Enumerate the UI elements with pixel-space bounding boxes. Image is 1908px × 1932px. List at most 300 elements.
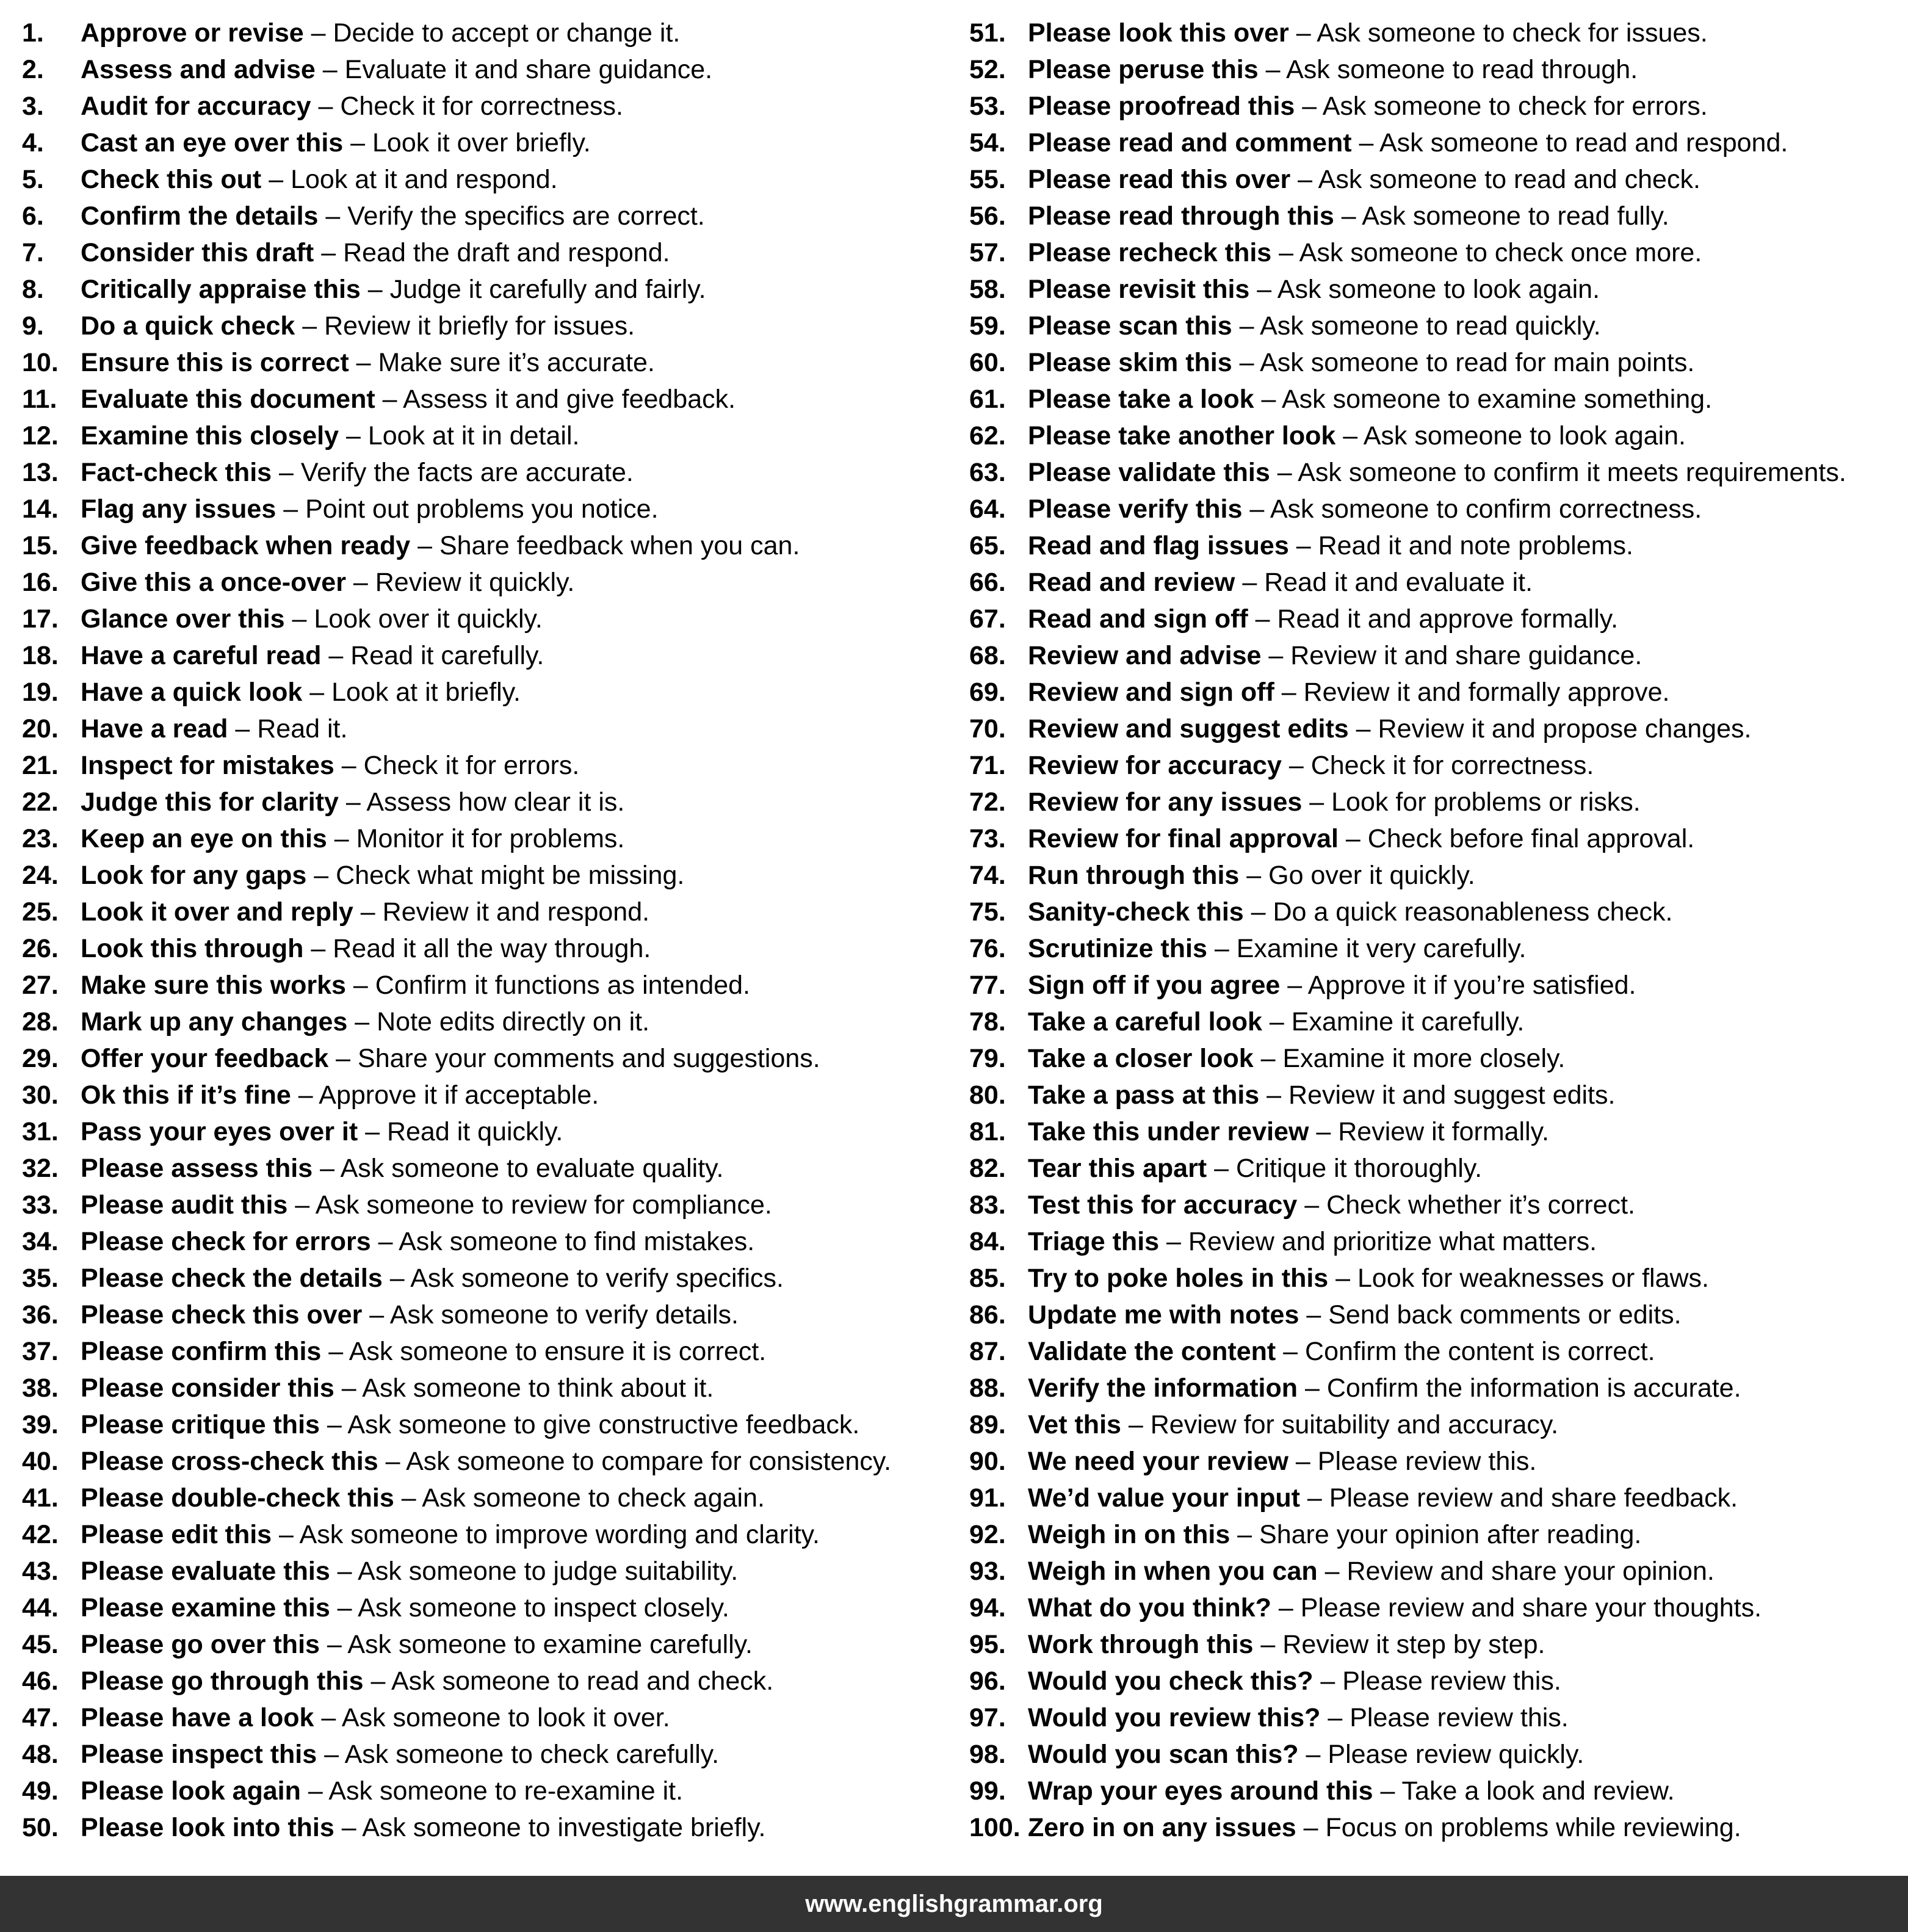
item-number: 22. xyxy=(22,787,59,817)
item-phrase: Please assess this xyxy=(81,1154,313,1183)
item-description: Look over it quickly. xyxy=(314,604,543,634)
item-text: Please proofread this – Ask someone to check for errors. xyxy=(1028,92,1708,121)
item-description: Read it quickly. xyxy=(386,1117,563,1146)
item-phrase: Tear this apart xyxy=(1028,1154,1207,1183)
item-text: Judge this for clarity – Assess how clear it is. xyxy=(81,787,625,817)
item-phrase: Please critique this xyxy=(81,1410,320,1439)
item-number: 34. xyxy=(22,1227,59,1256)
list-item xyxy=(969,454,1903,491)
list-item xyxy=(22,747,956,784)
item-text: Triage this – Review and prioritize what matters. xyxy=(1028,1227,1597,1256)
item-number: 86. xyxy=(969,1300,1006,1330)
item-number: 95. xyxy=(969,1630,1006,1659)
list-item xyxy=(22,1590,956,1626)
item-description: Please review this. xyxy=(1342,1666,1561,1696)
item-description: Ask someone to read and respond. xyxy=(1379,128,1788,157)
item-number: 50. xyxy=(22,1813,59,1842)
item-text: Offer your feedback – Share your comments and suggestions. xyxy=(81,1044,820,1073)
item-text: Weigh in on this – Share your opinion after reading. xyxy=(1028,1520,1642,1549)
item-text: Cast an eye over this – Look it over briefly. xyxy=(81,128,591,157)
item-number: 85. xyxy=(969,1264,1006,1293)
item-phrase: Please confirm this xyxy=(81,1337,322,1366)
item-text: Please take another look – Ask someone to look again. xyxy=(1028,421,1686,450)
item-number: 48. xyxy=(22,1740,59,1769)
item-description: Ask someone to give constructive feedback. xyxy=(347,1410,860,1439)
item-description: Please review and share feedback. xyxy=(1329,1483,1738,1513)
item-description: Ask someone to re-examine it. xyxy=(328,1776,684,1806)
item-text: Validate the content – Confirm the content is correct. xyxy=(1028,1337,1655,1366)
item-description: Send back comments or edits. xyxy=(1328,1300,1682,1330)
item-phrase: Evaluate this document xyxy=(81,385,375,414)
item-text: Please audit this – Ask someone to review for compliance. xyxy=(81,1190,772,1220)
list-item xyxy=(969,15,1903,51)
item-description: Ask someone to examine something. xyxy=(1281,385,1713,414)
item-description: Review it and suggest edits. xyxy=(1288,1080,1616,1110)
item-phrase: Please look into this xyxy=(81,1813,334,1842)
item-number: 93. xyxy=(969,1557,1006,1586)
item-number: 31. xyxy=(22,1117,59,1146)
item-text: Take this under review – Review it formally. xyxy=(1028,1117,1549,1146)
item-description: Check what might be missing. xyxy=(336,861,685,890)
list-item xyxy=(969,1809,1903,1846)
item-text: Glance over this – Look over it quickly. xyxy=(81,604,543,634)
item-description: Review it and propose changes. xyxy=(1378,714,1752,743)
item-number: 6. xyxy=(22,201,44,231)
list-item xyxy=(22,491,956,527)
item-phrase: Audit for accuracy xyxy=(81,92,311,121)
item-description: Critique it thoroughly. xyxy=(1235,1154,1483,1183)
item-number: 38. xyxy=(22,1373,59,1403)
item-description: Ask someone to review for compliance. xyxy=(315,1190,772,1220)
item-description: Assess how clear it is. xyxy=(366,787,625,817)
item-phrase: Please check the details xyxy=(81,1264,383,1293)
item-phrase: Please examine this xyxy=(81,1593,330,1623)
item-text: Weigh in when you can – Review and share your opinion. xyxy=(1028,1557,1715,1586)
item-text: Zero in on any issues – Focus on problems while reviewing. xyxy=(1028,1813,1741,1842)
item-description: Share your comments and suggestions. xyxy=(358,1044,820,1073)
item-description: Ask someone to confirm correctness. xyxy=(1270,494,1702,524)
item-description: Review and prioritize what matters. xyxy=(1188,1227,1597,1256)
item-phrase: Please audit this xyxy=(81,1190,288,1220)
list-item xyxy=(969,784,1903,820)
item-number: 25. xyxy=(22,897,59,927)
item-number: 47. xyxy=(22,1703,59,1732)
item-text: Test this for accuracy – Check whether it’s correct. xyxy=(1028,1190,1635,1220)
list-item xyxy=(969,1699,1903,1736)
item-description: Examine it very carefully. xyxy=(1236,934,1527,963)
item-text: We’d value your input – Please review and share feedback. xyxy=(1028,1483,1738,1513)
item-number: 65. xyxy=(969,531,1006,560)
item-phrase: Do a quick check xyxy=(81,311,295,341)
item-text: Please verify this – Ask someone to confirm correctness. xyxy=(1028,494,1702,524)
item-number: 32. xyxy=(22,1154,59,1183)
list-item xyxy=(969,1663,1903,1699)
item-text: Please look into this – Ask someone to investigate briefly. xyxy=(81,1813,766,1842)
item-phrase: Update me with notes xyxy=(1028,1300,1299,1330)
item-description: Ask someone to read and check. xyxy=(391,1666,774,1696)
item-number: 37. xyxy=(22,1337,59,1366)
item-text: Please check this over – Ask someone to verify details. xyxy=(81,1300,739,1330)
item-phrase: Please skim this xyxy=(1028,348,1232,377)
list-item xyxy=(969,967,1903,1004)
item-description: Share feedback when you can. xyxy=(439,531,800,560)
item-number: 13. xyxy=(22,458,59,487)
item-phrase: Please double-check this xyxy=(81,1483,394,1513)
item-text: Wrap your eyes around this – Take a look and review. xyxy=(1028,1776,1675,1806)
item-phrase: Please peruse this xyxy=(1028,55,1259,84)
item-phrase: Fact-check this xyxy=(81,458,272,487)
item-text: Consider this draft – Read the draft and respond. xyxy=(81,238,670,267)
item-text: Have a quick look – Look at it briefly. xyxy=(81,678,521,707)
item-text: Please recheck this – Ask someone to check once more. xyxy=(1028,238,1702,267)
item-description: Take a look and review. xyxy=(1401,1776,1675,1806)
item-text: Verify the information – Confirm the information is accurate. xyxy=(1028,1373,1741,1403)
item-number: 82. xyxy=(969,1154,1006,1183)
item-description: Ask someone to check for issues. xyxy=(1317,18,1708,48)
item-phrase: Look for any gaps xyxy=(81,861,307,890)
item-text: Keep an eye on this – Monitor it for problems. xyxy=(81,824,625,853)
item-phrase: Please look this over xyxy=(1028,18,1289,48)
item-text: Please take a look – Ask someone to examine something. xyxy=(1028,385,1713,414)
list-item xyxy=(969,1223,1903,1260)
item-number: 78. xyxy=(969,1007,1006,1037)
list-item xyxy=(22,125,956,161)
item-phrase: Read and flag issues xyxy=(1028,531,1289,560)
item-description: Ask someone to read and check. xyxy=(1318,165,1700,194)
item-description: Review it and share guidance. xyxy=(1290,641,1642,670)
item-phrase: Have a read xyxy=(81,714,228,743)
list-item xyxy=(969,1480,1903,1516)
item-description: Confirm it functions as intended. xyxy=(375,971,751,1000)
list-item xyxy=(969,894,1903,930)
item-phrase: Take this under review xyxy=(1028,1117,1309,1146)
item-number: 94. xyxy=(969,1593,1006,1623)
item-number: 36. xyxy=(22,1300,59,1330)
item-phrase: Triage this xyxy=(1028,1227,1160,1256)
item-number: 49. xyxy=(22,1776,59,1806)
item-text: Would you check this? – Please review this. xyxy=(1028,1666,1561,1696)
item-phrase: Inspect for mistakes xyxy=(81,751,334,780)
item-description: Read it all the way through. xyxy=(333,934,651,963)
list-item xyxy=(969,564,1903,601)
list-item xyxy=(969,198,1903,234)
item-phrase: Review for final approval xyxy=(1028,824,1339,853)
item-number: 23. xyxy=(22,824,59,853)
item-number: 64. xyxy=(969,494,1006,524)
list-item xyxy=(22,820,956,857)
item-description: Please review this. xyxy=(1350,1703,1569,1732)
list-item xyxy=(969,491,1903,527)
item-number: 79. xyxy=(969,1044,1006,1073)
item-phrase: Assess and advise xyxy=(81,55,316,84)
list-item xyxy=(969,1150,1903,1187)
list-item xyxy=(22,711,956,747)
item-phrase: Examine this closely xyxy=(81,421,339,450)
item-phrase: Give this a once-over xyxy=(81,568,346,597)
item-text: Read and flag issues – Read it and note problems. xyxy=(1028,531,1633,560)
item-description: Review it quickly. xyxy=(375,568,575,597)
item-description: Ask someone to check for errors. xyxy=(1322,92,1708,121)
item-number: 90. xyxy=(969,1447,1006,1476)
item-number: 3. xyxy=(22,92,44,121)
item-phrase: Mark up any changes xyxy=(81,1007,348,1037)
item-phrase: Review and suggest edits xyxy=(1028,714,1349,743)
list-item xyxy=(22,381,956,418)
item-number: 63. xyxy=(969,458,1006,487)
item-text: Audit for accuracy – Check it for correctness. xyxy=(81,92,623,121)
item-number: 39. xyxy=(22,1410,59,1439)
list-item xyxy=(22,894,956,930)
list-item xyxy=(969,308,1903,344)
item-phrase: Ensure this is correct xyxy=(81,348,349,377)
list-item xyxy=(22,1663,956,1699)
item-text: Review for any issues – Look for problems or risks. xyxy=(1028,787,1641,817)
item-phrase: Please check for errors xyxy=(81,1227,371,1256)
right-column xyxy=(969,15,1903,1846)
item-number: 59. xyxy=(969,311,1006,341)
list-item xyxy=(22,1699,956,1736)
item-number: 16. xyxy=(22,568,59,597)
item-description: Assess it and give feedback. xyxy=(403,385,736,414)
item-phrase: Keep an eye on this xyxy=(81,824,327,853)
item-number: 43. xyxy=(22,1557,59,1586)
list-item xyxy=(969,51,1903,88)
item-text: Read and review – Read it and evaluate it. xyxy=(1028,568,1533,597)
item-text: Please double-check this – Ask someone to check again. xyxy=(81,1483,765,1513)
item-phrase: Read and sign off xyxy=(1028,604,1248,634)
item-description: Share your opinion after reading. xyxy=(1259,1520,1642,1549)
item-number: 40. xyxy=(22,1447,59,1476)
item-number: 35. xyxy=(22,1264,59,1293)
item-phrase: Weigh in when you can xyxy=(1028,1557,1318,1586)
item-phrase: Take a careful look xyxy=(1028,1007,1262,1037)
item-phrase: Sanity-check this xyxy=(1028,897,1244,927)
list-item xyxy=(969,1590,1903,1626)
item-description: Confirm the content is correct. xyxy=(1305,1337,1655,1366)
item-description: Note edits directly on it. xyxy=(377,1007,650,1037)
item-number: 71. xyxy=(969,751,1006,780)
item-text: Tear this apart – Critique it thoroughly. xyxy=(1028,1154,1483,1183)
item-phrase: Please inspect this xyxy=(81,1740,317,1769)
item-text: Please look this over – Ask someone to check for issues. xyxy=(1028,18,1708,48)
item-text: Have a read – Read it. xyxy=(81,714,348,743)
item-text: Please examine this – Ask someone to inspect closely. xyxy=(81,1593,729,1623)
item-text: Ok this if it’s fine – Approve it if acceptable. xyxy=(81,1080,599,1110)
item-phrase: Please read this over xyxy=(1028,165,1291,194)
item-number: 99. xyxy=(969,1776,1006,1806)
item-description: Ask someone to judge suitability. xyxy=(358,1557,739,1586)
item-text: Have a careful read – Read it carefully. xyxy=(81,641,544,670)
item-number: 45. xyxy=(22,1630,59,1659)
list-item xyxy=(22,1333,956,1370)
item-description: Review it step by step. xyxy=(1282,1630,1545,1659)
item-number: 21. xyxy=(22,751,59,780)
item-description: Do a quick reasonableness check. xyxy=(1273,897,1673,927)
list-item xyxy=(969,344,1903,381)
item-phrase: Please verify this xyxy=(1028,494,1243,524)
list-item xyxy=(22,271,956,308)
item-number: 69. xyxy=(969,678,1006,707)
list-item xyxy=(22,1406,956,1443)
item-number: 60. xyxy=(969,348,1006,377)
item-number: 18. xyxy=(22,641,59,670)
list-item xyxy=(22,1004,956,1040)
item-phrase: Please look again xyxy=(81,1776,301,1806)
item-number: 61. xyxy=(969,385,1006,414)
item-text: Please read this over – Ask someone to read and check. xyxy=(1028,165,1700,194)
list-item xyxy=(22,234,956,271)
item-description: Ask someone to inspect closely. xyxy=(358,1593,729,1623)
item-phrase: Please have a look xyxy=(81,1703,314,1732)
list-item xyxy=(22,857,956,894)
item-text: Please cross-check this – Ask someone to compare for consistency. xyxy=(81,1447,892,1476)
list-item xyxy=(969,930,1903,967)
list-item xyxy=(969,1260,1903,1297)
item-text: Would you scan this? – Please review quickly. xyxy=(1028,1740,1585,1769)
item-number: 5. xyxy=(22,165,44,194)
list-item xyxy=(969,637,1903,674)
item-number: 75. xyxy=(969,897,1006,927)
item-description: Please review and share your thoughts. xyxy=(1300,1593,1762,1623)
list-item xyxy=(969,88,1903,125)
item-text: Assess and advise – Evaluate it and share guidance. xyxy=(81,55,713,84)
item-number: 91. xyxy=(969,1483,1006,1513)
list-item xyxy=(22,1040,956,1077)
list-item xyxy=(969,1626,1903,1663)
item-description: Check it for errors. xyxy=(363,751,580,780)
item-phrase: Please consider this xyxy=(81,1373,334,1403)
item-phrase: What do you think? xyxy=(1028,1593,1271,1623)
item-phrase: Scrutinize this xyxy=(1028,934,1207,963)
item-text: What do you think? – Please review and share your thoughts. xyxy=(1028,1593,1762,1623)
list-item xyxy=(22,1297,956,1333)
list-item xyxy=(969,1553,1903,1590)
list-item xyxy=(969,1773,1903,1809)
list-item xyxy=(969,234,1903,271)
item-text: Take a closer look – Examine it more closely. xyxy=(1028,1044,1566,1073)
list-item xyxy=(969,1736,1903,1773)
item-phrase: Please evaluate this xyxy=(81,1557,330,1586)
item-description: Decide to accept or change it. xyxy=(333,18,681,48)
item-number: 72. xyxy=(969,787,1006,817)
item-description: Ask someone to read for main points. xyxy=(1260,348,1695,377)
item-text: Please consider this – Ask someone to think about it. xyxy=(81,1373,714,1403)
item-phrase: Please take another look xyxy=(1028,421,1336,450)
item-phrase: Please read and comment xyxy=(1028,128,1352,157)
item-number: 15. xyxy=(22,531,59,560)
website-url: www.englishgrammar.org xyxy=(805,1890,1103,1917)
item-number: 58. xyxy=(969,275,1006,304)
list-item xyxy=(22,1480,956,1516)
item-text: Flag any issues – Point out problems you notice. xyxy=(81,494,659,524)
list-item xyxy=(22,198,956,234)
item-number: 66. xyxy=(969,568,1006,597)
list-item xyxy=(22,601,956,637)
list-item xyxy=(22,88,956,125)
item-text: Review and sign off – Review it and formally approve. xyxy=(1028,678,1670,707)
item-phrase: We’d value your input xyxy=(1028,1483,1300,1513)
item-text: Please scan this – Ask someone to read quickly. xyxy=(1028,311,1601,341)
item-description: Make sure it’s accurate. xyxy=(378,348,655,377)
item-phrase: Review and advise xyxy=(1028,641,1262,670)
footer-bar xyxy=(0,1876,1908,1932)
item-phrase: Judge this for clarity xyxy=(81,787,339,817)
item-phrase: Please read through this xyxy=(1028,201,1334,231)
list-item xyxy=(969,674,1903,711)
item-number: 26. xyxy=(22,934,59,963)
item-text: Please read through this – Ask someone to read fully. xyxy=(1028,201,1669,231)
item-number: 7. xyxy=(22,238,44,267)
item-phrase: Take a pass at this xyxy=(1028,1080,1260,1110)
item-number: 27. xyxy=(22,971,59,1000)
list-item xyxy=(22,1260,956,1297)
list-item xyxy=(22,1223,956,1260)
item-phrase: Vet this xyxy=(1028,1410,1121,1439)
item-phrase: Review for any issues xyxy=(1028,787,1303,817)
item-phrase: Run through this xyxy=(1028,861,1240,890)
list-item xyxy=(22,1516,956,1553)
item-description: Ask someone to evaluate quality. xyxy=(340,1154,724,1183)
item-number: 100. xyxy=(969,1813,1021,1842)
item-description: Look for problems or risks. xyxy=(1331,787,1641,817)
item-number: 68. xyxy=(969,641,1006,670)
item-phrase: Give feedback when ready xyxy=(81,531,411,560)
list-item xyxy=(969,711,1903,747)
item-phrase: Would you review this? xyxy=(1028,1703,1321,1732)
item-text: Make sure this works – Confirm it functions as intended. xyxy=(81,971,751,1000)
item-description: Read it and evaluate it. xyxy=(1264,568,1533,597)
item-number: 88. xyxy=(969,1373,1006,1403)
item-text: Take a careful look – Examine it carefully. xyxy=(1028,1007,1525,1037)
item-phrase: Weigh in on this xyxy=(1028,1520,1230,1549)
item-description: Ask someone to read through. xyxy=(1286,55,1638,84)
item-phrase: Approve or revise xyxy=(81,18,304,48)
item-description: Ask someone to examine carefully. xyxy=(347,1630,753,1659)
item-number: 1. xyxy=(22,18,44,48)
item-text: Critically appraise this – Judge it carefully and fairly. xyxy=(81,275,706,304)
item-phrase: Look it over and reply xyxy=(81,897,353,927)
list-item xyxy=(969,1516,1903,1553)
item-number: 53. xyxy=(969,92,1006,121)
item-text: Give this a once-over – Review it quickly. xyxy=(81,568,575,597)
list-item xyxy=(969,418,1903,454)
item-description: Approve it if acceptable. xyxy=(319,1080,599,1110)
item-description: Look at it briefly. xyxy=(331,678,521,707)
item-description: Go over it quickly. xyxy=(1268,861,1475,890)
item-phrase: Zero in on any issues xyxy=(1028,1813,1296,1842)
item-description: Review it formally. xyxy=(1338,1117,1549,1146)
item-description: Ask someone to verify specifics. xyxy=(410,1264,784,1293)
item-phrase: Please recheck this xyxy=(1028,238,1272,267)
item-phrase: Would you scan this? xyxy=(1028,1740,1299,1769)
item-description: Check whether it’s correct. xyxy=(1326,1190,1635,1220)
item-number: 77. xyxy=(969,971,1006,1000)
item-description: Ask someone to improve wording and clarity. xyxy=(299,1520,820,1549)
item-description: Read it and approve formally. xyxy=(1277,604,1619,634)
item-phrase: Read and review xyxy=(1028,568,1235,597)
list-item xyxy=(969,1370,1903,1406)
item-phrase: Try to poke holes in this xyxy=(1028,1264,1329,1293)
item-text: Update me with notes – Send back comments or edits. xyxy=(1028,1300,1682,1330)
item-description: Look at it and respond. xyxy=(291,165,558,194)
item-description: Review it and respond. xyxy=(382,897,650,927)
item-description: Ask someone to look it over. xyxy=(341,1703,670,1732)
item-description: Monitor it for problems. xyxy=(356,824,625,853)
item-text: Confirm the details – Verify the specifics are correct. xyxy=(81,201,705,231)
item-text: Run through this – Go over it quickly. xyxy=(1028,861,1475,890)
item-text: Please check the details – Ask someone to verify specifics. xyxy=(81,1264,784,1293)
item-phrase: Please revisit this xyxy=(1028,275,1250,304)
